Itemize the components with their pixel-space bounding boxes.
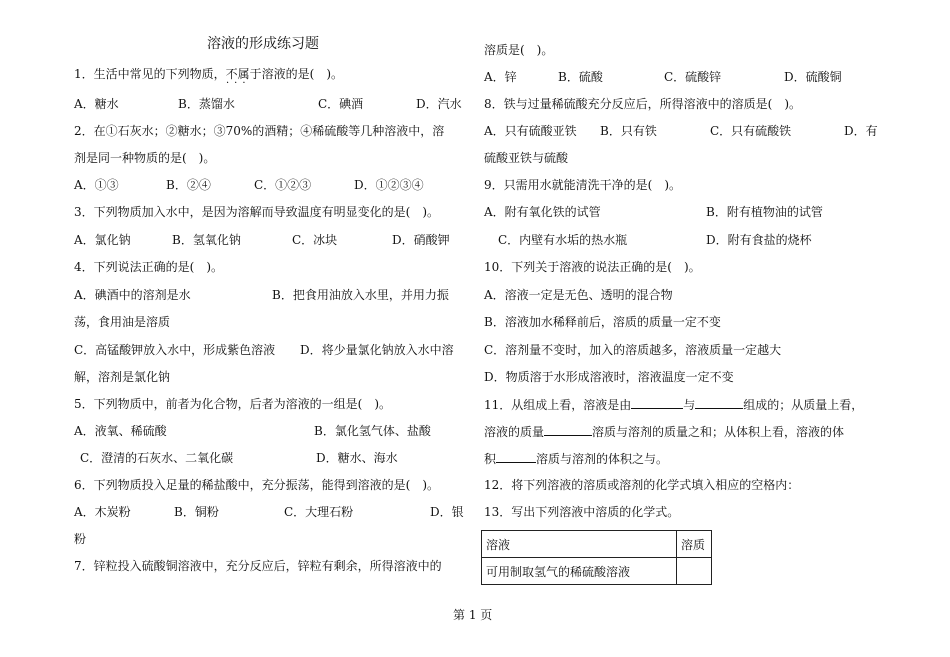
question-8: 8．铁与过量稀硫酸充分反应后，所得溶液中的溶质是( )。 [484, 97, 802, 111]
q11-text-3: 组成的；从质量上看， [743, 398, 864, 412]
question-2-cont: 剂是同一种物质的是( )。 [74, 151, 216, 165]
question-1: 1．生活中常见的下列物质，不属于溶液的是( )。 [74, 67, 343, 81]
q11-text-5: 溶质与溶剂的质量之和；从体积上看，溶液的体 [592, 425, 845, 439]
q3-option-a: A．氯化钠 [74, 233, 131, 247]
q4-option-d: D．将少量氯化钠放入水中溶 [300, 343, 454, 357]
question-4: 4．下列说法正确的是( )。 [74, 260, 223, 274]
question-2: 2．在①石灰水；②糖水；③70%的酒精；④稀硫酸等几种溶液中，溶 [74, 124, 445, 138]
q7-option-a: A．锌 [484, 70, 517, 84]
question-3: 3．下列物质加入水中，是因为溶解而导致温度有明显变化的是( )。 [74, 205, 440, 219]
q3-option-b: B．氢氧化钠 [172, 233, 241, 247]
q9-option-a: A．附有氧化铁的试管 [484, 205, 601, 219]
q11-text-2: 与 [683, 398, 696, 412]
q8-option-a: A．只有硫酸亚铁 [484, 124, 577, 138]
q5-option-a: A．液氧、稀硫酸 [74, 424, 167, 438]
q8-option-b: B．只有铁 [600, 124, 657, 138]
q6-option-d: D．银 [430, 505, 464, 519]
page-title: 溶液的形成练习题 [207, 36, 319, 52]
table-header-row [482, 531, 712, 558]
q9-option-c: C．内壁有水垢的热水瓶 [498, 233, 628, 247]
q11-blank-2[interactable] [695, 396, 743, 409]
q11-blank-1[interactable] [631, 396, 683, 409]
q6-option-b: B．铜粉 [174, 505, 219, 519]
q1-option-c: C．碘酒 [318, 97, 364, 111]
question-10: 10．下列关于溶液的说法正确的是( )。 [484, 260, 701, 274]
q8-option-d-cont: 硫酸亚铁与硫酸 [484, 151, 569, 165]
question-11-cont [484, 423, 844, 440]
q6-option-a: A．木炭粉 [74, 505, 131, 519]
q3-option-c: C．冰块 [292, 233, 338, 247]
table-cell-solute-blank[interactable] [677, 558, 712, 585]
question-13: 13．写出下列溶液中溶质的化学式。 [484, 505, 680, 519]
table-header-solute: 溶质 [677, 531, 712, 558]
q7-option-b: B．硫酸 [558, 70, 603, 84]
q1-option-d: D．汽水 [416, 97, 462, 111]
q11-text-7: 溶质与溶剂的体积之与。 [536, 452, 669, 466]
q2-option-b: B．②④ [166, 178, 211, 192]
q2-option-d: D．①②③④ [354, 178, 424, 192]
table-cell-solution: 可用制取氢气的稀硫酸溶液 [482, 558, 677, 585]
question-6: 6．下列物质投入足量的稀盐酸中，充分振荡，能得到溶液的是( )。 [74, 478, 440, 492]
emphasis-dots: ··· [226, 78, 251, 89]
q6-option-c: C．大理石粉 [284, 505, 354, 519]
table-header-solution: 溶液 [482, 531, 677, 558]
question-11-cont-2 [484, 450, 668, 467]
question-11 [484, 396, 863, 413]
question-5: 5．下列物质中，前者为化合物，后者为溶液的一组是( )。 [74, 397, 392, 411]
q6-option-d-cont: 粉 [74, 532, 87, 546]
q11-text-1: 11．从组成上看，溶液是由 [484, 398, 632, 412]
q11-blank-4[interactable] [496, 450, 536, 463]
page-number: 第 1 页 [453, 608, 493, 622]
q4-option-b-cont: 荡，食用油是溶质 [74, 315, 171, 329]
q4-option-d-cont: 解，溶剂是氯化钠 [74, 370, 171, 384]
q5-option-c: C．澄清的石灰水、二氧化碳 [80, 451, 234, 465]
question-12: 12．将下列溶液的溶质或溶剂的化学式填入相应的空格内： [484, 478, 800, 492]
q9-option-b: B．附有植物油的试管 [706, 205, 823, 219]
q4-option-a: A．碘酒中的溶剂是水 [74, 288, 191, 302]
q7-option-d: D．硫酸铜 [784, 70, 842, 84]
q11-text-6: 积 [484, 452, 497, 466]
table-row [482, 558, 712, 585]
q11-text-4: 溶液的质量 [484, 425, 545, 439]
q2-option-c: C．①②③ [254, 178, 312, 192]
q10-option-d: D．物质溶于水形成溶液时，溶液温度一定不变 [484, 370, 734, 384]
q10-option-c: C．溶剂量不变时，加入的溶质越多，溶液质量一定越大 [484, 343, 782, 357]
question-7-cont: 溶质是( )。 [484, 43, 554, 57]
q4-option-b: B．把食用油放入水里，并用力振 [272, 288, 449, 302]
q5-option-d: D．糖水、海水 [316, 451, 398, 465]
q1-option-b: B．蒸馏水 [178, 97, 235, 111]
q8-option-d: D．有 [844, 124, 878, 138]
q1-option-a: A．糖水 [74, 97, 119, 111]
q5-option-b: B．氯化氢气体、盐酸 [314, 424, 431, 438]
solute-table [481, 530, 712, 585]
question-9: 9．只需用水就能清洗干净的是( )。 [484, 178, 681, 192]
q11-blank-3[interactable] [544, 423, 592, 436]
q9-option-d: D．附有食盐的烧杯 [706, 233, 812, 247]
q4-option-c: C．高锰酸钾放入水中，形成紫色溶液 [74, 343, 276, 357]
q7-option-c: C．硫酸锌 [664, 70, 722, 84]
q2-option-a: A．①③ [74, 178, 119, 192]
q3-option-d: D．硝酸钾 [392, 233, 450, 247]
q8-option-c: C．只有硫酸铁 [710, 124, 792, 138]
q10-option-b: B．溶液加水稀释前后，溶质的质量一定不变 [484, 315, 721, 329]
question-7: 7．锌粒投入硫酸铜溶液中，充分反应后，锌粒有剩余，所得溶液中的 [74, 559, 442, 573]
q10-option-a: A．溶液一定是无色、透明的混合物 [484, 288, 673, 302]
